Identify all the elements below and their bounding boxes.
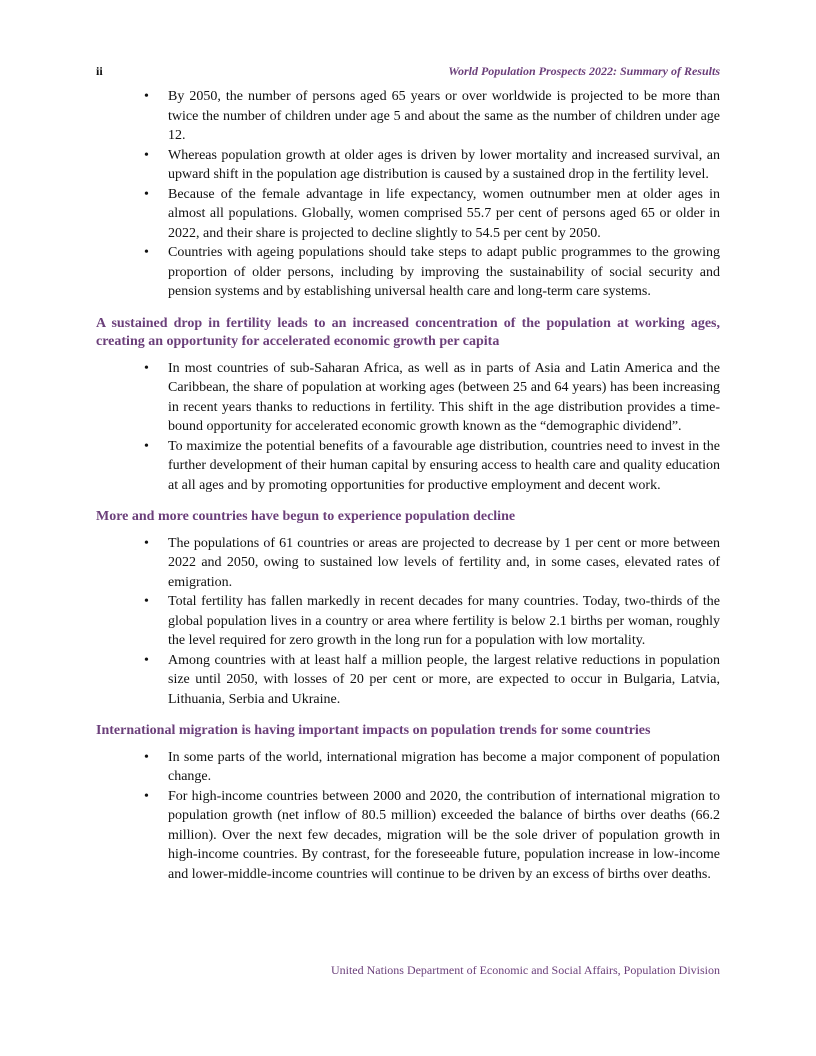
bullet-text: Whereas population growth at older ages is driven by lower mortality and increased survival, an upward shift in the population age distribution is caused by a sustained drop in the fertility level. [168, 147, 720, 182]
section-population-decline [96, 508, 720, 709]
section-heading: A sustained drop in fertility leads to an increased concentration of the population at working ages, creating an opportunity for accelerated economic growth per capita [96, 315, 720, 349]
page-footer: United Nations Department of Economic and Social Affairs, Population Division [330, 963, 720, 977]
bullet-text: Total fertility has fallen markedly in recent decades for many countries. Today, two-thirds of the global population lives in a country or area where fertility is below 2.1 births per woman, roughly the level required for zero growth in the long run for a population with low mortality. [168, 594, 720, 648]
page-content [96, 87, 720, 884]
bullet-text: In most countries of sub-Saharan Africa, as well as in parts of Asia and Latin America and the Caribbean, the share of population at working ages (between 25 and 64 years) has been increasing in recent years thanks to reductions in fertility. This shift in the age distribution provides a time-bound opportunity for accelerated economic growth known as the “demographic dividend”. [168, 360, 720, 434]
bullet-icon: • [144, 652, 149, 668]
bullet-text: Countries with ageing populations should take steps to adapt public programmes to the growing proportion of older persons, including by improving the sustainability of social security and pension systems and by establishing universal health care and long-term care systems. [168, 245, 720, 299]
section-heading: International migration is having important impacts on population trends for some countries [96, 723, 651, 738]
bullet-text: To maximize the potential benefits of a favourable age distribution, countries need to invest in the further development of their human capital by ensuring access to health care and quality education at all ages and by promoting opportunities for productive employment and decent work. [168, 438, 721, 493]
list-item [96, 243, 720, 302]
page-number: ii [96, 64, 103, 78]
bullet-text: In some parts of the world, international migration has become a major component of population change. [168, 749, 720, 784]
bullet-text: Because of the female advantage in life expectancy, women outnumber men at older ages in almost all populations. Globally, women comprised 55.7 per cent of persons aged 65 or older in 2022, and their share is projected to decline slightly to 54.5 per cent by 2050. [168, 186, 720, 241]
bullet-icon: • [144, 186, 149, 202]
section-bullet-list [96, 359, 720, 496]
list-item [96, 534, 720, 593]
bullet-icon: • [144, 788, 149, 804]
bullet-icon: • [144, 360, 149, 376]
running-title: World Population Prospects 2022: Summary of Results [448, 64, 720, 78]
page-header [96, 64, 720, 84]
list-item [96, 592, 720, 651]
list-item [96, 359, 720, 437]
bullet-icon: • [144, 147, 149, 163]
bullet-icon: • [144, 245, 149, 260]
section-working-ages [96, 315, 720, 496]
bullet-text: For high-income countries between 2000 and 2020, the contribution of international migration to population growth (net inflow of 80.5 million) exceeded the balance of births over deaths (66.2 million). Over the next few decades, migration will be the sole driver of population growth in high-income countries. By contrast, for the foreseeable future, population increase in low-income and lower-middle-income countries will continue to be driven by an excess of births over deaths. [168, 788, 720, 882]
bullet-icon: • [144, 438, 149, 454]
section-international-migration [96, 722, 720, 884]
section-bullet-list [96, 748, 720, 885]
list-item [96, 437, 720, 496]
bullet-text: The populations of 61 countries or areas are projected to decrease by 1 per cent or more between 2022 and 2050, owing to sustained low levels of fertility and, in some cases, elevated rates of emigration. [168, 535, 720, 590]
list-item [96, 87, 720, 146]
list-item [96, 787, 720, 885]
section-heading: More and more countries have begun to experience population decline [96, 509, 516, 524]
bullet-text: Among countries with at least half a million people, the largest relative reductions in population size until 2050, with losses of 20 per cent or more, are expected to occur in Bulgaria, Latvia, Lithuania, Serbia and Ukraine. [168, 652, 720, 707]
bullet-text: By 2050, the number of persons aged 65 years or over worldwide is projected to be more than twice the number of children under age 5 and about the same as the number of children under age 12. [168, 89, 720, 143]
intro-bullet-list [96, 87, 720, 302]
list-item [96, 651, 720, 710]
section-bullet-list [96, 534, 720, 710]
bullet-icon: • [144, 749, 149, 765]
bullet-icon: • [144, 89, 149, 104]
list-item [96, 146, 720, 185]
bullet-icon: • [144, 535, 149, 551]
list-item [96, 185, 720, 244]
list-item [96, 748, 720, 787]
bullet-icon: • [144, 594, 149, 609]
